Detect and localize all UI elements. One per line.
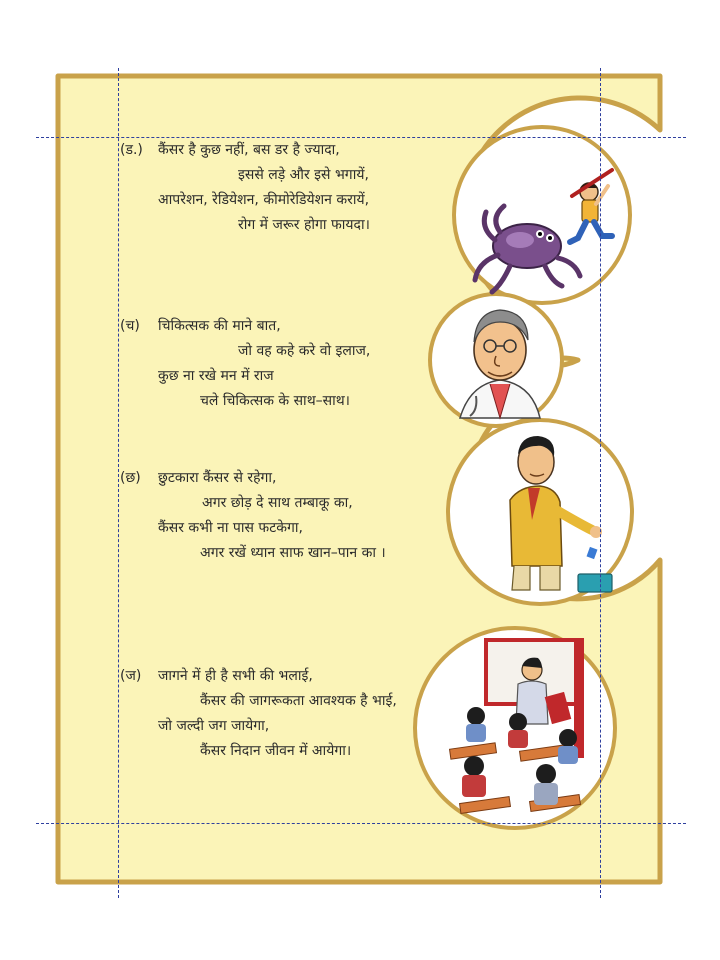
poem-line: जो वह कहे करे वो इलाज, bbox=[238, 343, 371, 359]
poem-line: जागने में ही है सभी की भलाई, bbox=[158, 668, 313, 684]
poem-line: अगर छोड़ दे साथ तम्बाकू का, bbox=[202, 495, 353, 511]
stanza-3 bbox=[120, 466, 450, 566]
poem-line: आपरेशन, रेडियेशन, कीमोरेडियेशन करायें, bbox=[158, 192, 370, 208]
stanza-marker: (ड.) bbox=[120, 142, 143, 158]
stanza-marker: (छ) bbox=[120, 470, 141, 486]
stanza-2 bbox=[120, 314, 450, 414]
stanza-marker: (ज) bbox=[120, 668, 142, 684]
stanza-1 bbox=[120, 138, 450, 238]
poem-line: रोग में जरूर होगा फायदा। bbox=[238, 217, 370, 233]
stanza-4 bbox=[120, 664, 450, 764]
poem-line: कैंसर कभी ना पास फटकेगा, bbox=[158, 520, 303, 536]
poem-line: जो जल्दी जग जायेगा, bbox=[158, 718, 270, 734]
poem-line: अगर रखें ध्यान साफ खान–पान का । bbox=[200, 545, 386, 561]
poem-line: चिकित्सक की माने बात, bbox=[158, 318, 281, 334]
poem-line: कैंसर निदान जीवन में आयेगा। bbox=[200, 743, 352, 759]
poem-line: छुटकारा कैंसर से रहेगा, bbox=[158, 470, 277, 486]
poem-line: चले चिकित्सक के साथ–साथ। bbox=[200, 393, 350, 409]
guide-line-horizontal-bottom bbox=[36, 823, 686, 824]
poem-line: कुछ ना रखे मन में राज bbox=[158, 368, 274, 384]
poem-line: कैंसर की जागरूकता आवश्यक है भाई, bbox=[200, 693, 397, 709]
poem-line: इससे लड़े और इसे भगायें, bbox=[238, 167, 369, 183]
stanza-marker: (च) bbox=[120, 318, 140, 334]
poem-line: कैंसर है कुछ नहीं, बस डर है ज्यादा, bbox=[158, 142, 340, 158]
guide-line-vertical-left bbox=[118, 68, 119, 898]
guide-line-vertical-right bbox=[600, 68, 601, 898]
